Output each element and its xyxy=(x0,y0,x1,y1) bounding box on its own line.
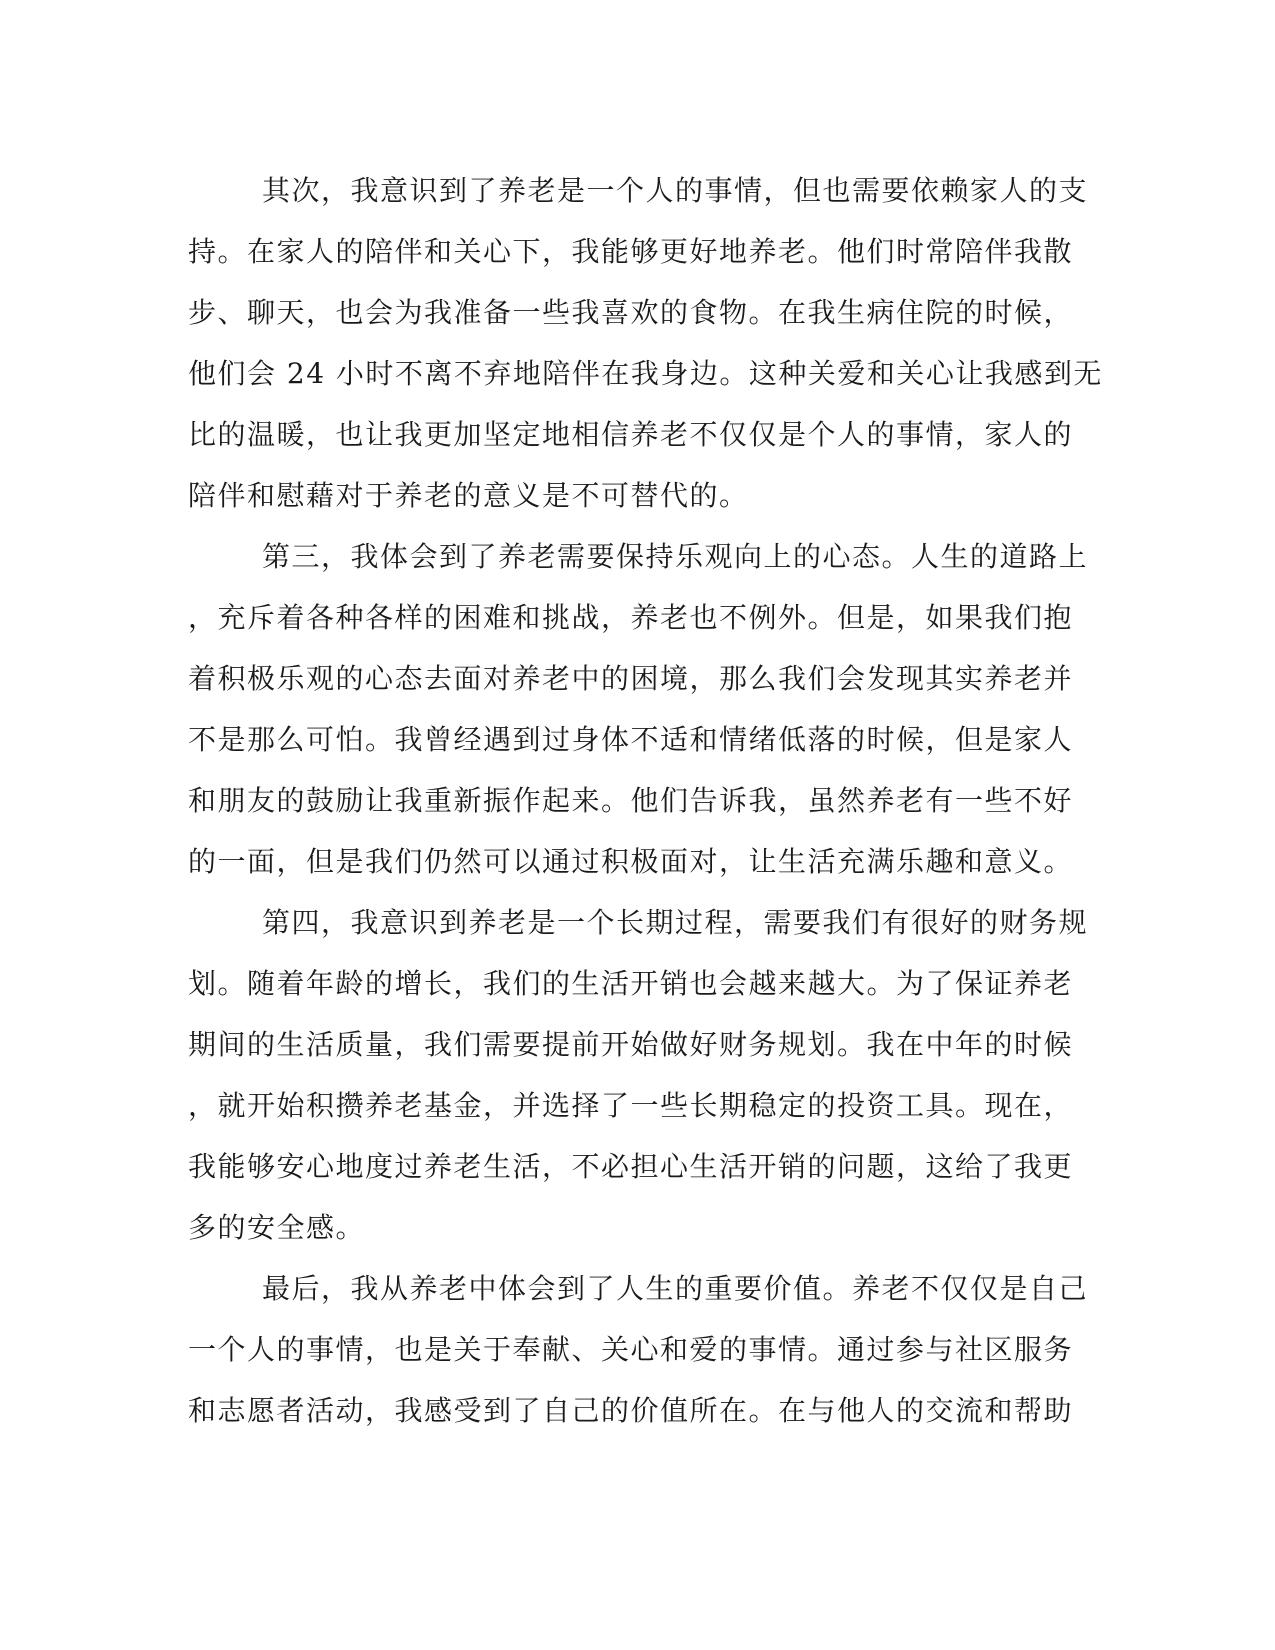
text-line: ，充斥着各种各样的困难和挑战，养老也不例外。但是，如果我们抱 xyxy=(188,601,1074,634)
text-line: 陪伴和慰藉对于养老的意义是不可替代的。 xyxy=(188,479,749,512)
text-line: 步、聊天，也会为我准备一些我喜欢的食物。在我生病住院的时候， xyxy=(188,296,1074,329)
paragraph xyxy=(188,892,1088,1258)
text-line: 的一面，但是我们仍然可以通过积极面对，让生活充满乐趣和意义。 xyxy=(188,845,1074,878)
text-line: 不是那么可怕。我曾经遇到过身体不适和情绪低落的时候，但是家人 xyxy=(188,723,1074,756)
text-line: 划。随着年龄的增长，我们的生活开销也会越来越大。为了保证养老 xyxy=(188,967,1074,1000)
text-line: 最后，我从养老中体会到了人生的重要价值。养老不仅仅是自己 xyxy=(262,1272,1089,1305)
text-line: 一个人的事情，也是关于奉献、关心和爱的事情。通过参与社区服务 xyxy=(188,1333,1074,1366)
paragraph xyxy=(188,160,1103,526)
text-line: 持。在家人的陪伴和关心下，我能够更好地养老。他们时常陪伴我散 xyxy=(188,235,1074,268)
text-line: ，就开始积攒养老基金，并选择了一些长期稳定的投资工具。现在， xyxy=(188,1089,1074,1122)
text-line: 其次，我意识到了养老是一个人的事情，但也需要依赖家人的支 xyxy=(262,174,1089,207)
text-line: 第四，我意识到养老是一个长期过程，需要我们有很好的财务规 xyxy=(262,906,1089,939)
text-line: 第三，我体会到了养老需要保持乐观向上的心态。人生的道路上 xyxy=(262,540,1089,573)
text-line: 期间的生活质量，我们需要提前开始做好财务规划。我在中年的时候 xyxy=(188,1028,1074,1061)
text-line: 多的安全感。 xyxy=(188,1211,366,1244)
text-line: 着积极乐观的心态去面对养老中的困境，那么我们会发现其实养老并 xyxy=(188,662,1074,695)
paragraph xyxy=(188,526,1088,892)
paragraph xyxy=(188,1258,1088,1441)
text-line: 和志愿者活动，我感受到了自己的价值所在。在与他人的交流和帮助 xyxy=(188,1394,1074,1427)
text-line: 他们会 24 小时不离不弃地陪伴在我身边。这种关爱和关心让我感到无 xyxy=(188,357,1103,390)
body-text xyxy=(188,160,1103,1441)
text-line: 我能够安心地度过养老生活，不必担心生活开销的问题，这给了我更 xyxy=(188,1150,1074,1183)
text-line: 和朋友的鼓励让我重新振作起来。他们告诉我，虽然养老有一些不好 xyxy=(188,784,1074,817)
text-line: 比的温暖，也让我更加坚定地相信养老不仅仅是个人的事情，家人的 xyxy=(188,418,1074,451)
